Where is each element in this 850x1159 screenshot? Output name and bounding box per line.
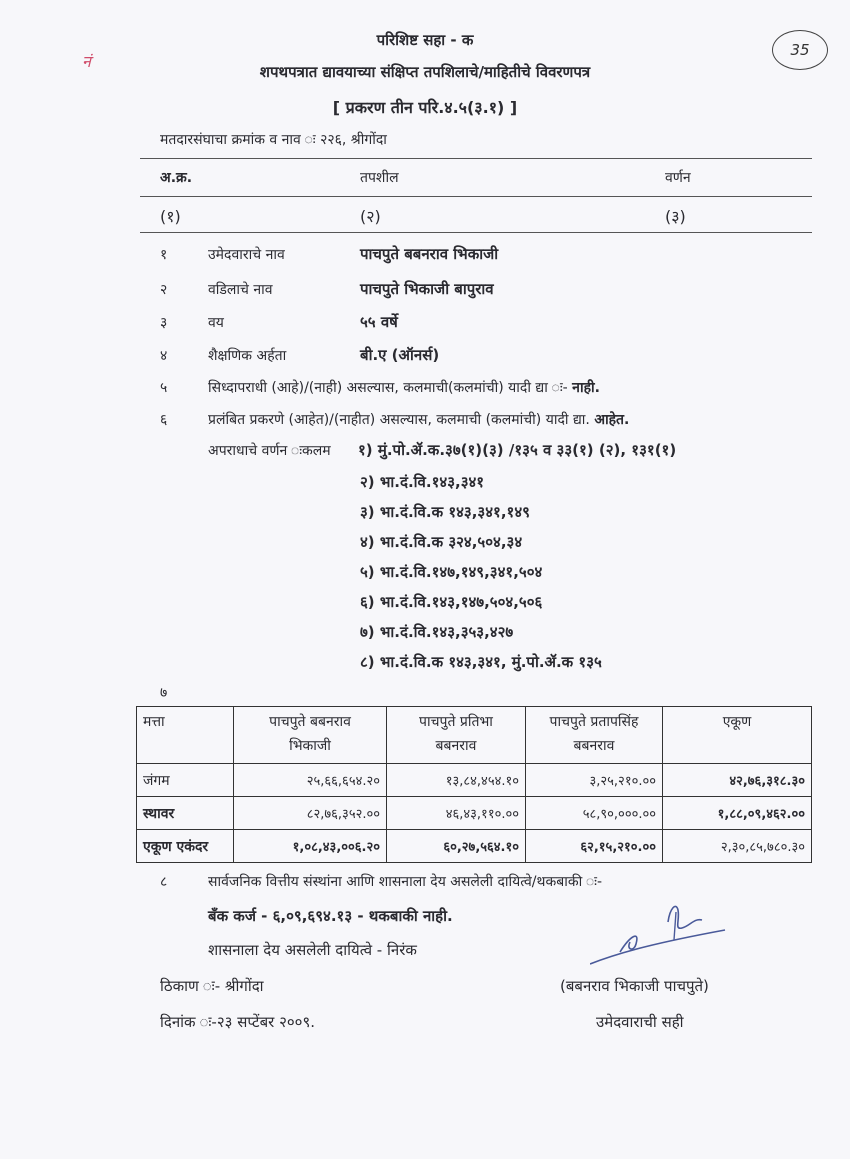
offence-item: ५) भा.दं.वि.१४७,१४९,३४१,५०४ bbox=[360, 563, 543, 581]
place-line: ठिकाण ः- श्रीगोंदा bbox=[160, 977, 264, 995]
assets-total-cell: ४२,७६,३१८.३० bbox=[663, 764, 812, 797]
row-sr: ५ bbox=[160, 380, 168, 396]
assets-cell: ४६,४३,११०.०० bbox=[387, 797, 526, 830]
assets-row-immovable bbox=[137, 797, 812, 830]
govt-dues-line: शासनाला देय असलेली दायित्वे - निरंक bbox=[208, 941, 417, 959]
header-rule-mid bbox=[140, 196, 812, 197]
row-label: उमेदवाराचे नाव bbox=[208, 247, 285, 263]
offence-item: ३) भा.दं.वि.क १४३,३४१,१४९ bbox=[360, 503, 530, 521]
date-line: दिनांक ः-२३ सप्टेंबर २००९. bbox=[160, 1013, 316, 1031]
col-header-desc: वर्णन bbox=[665, 170, 691, 186]
signatory-name: (बबनराव भिकाजी पाचपुते) bbox=[560, 977, 709, 995]
liabilities-heading: सार्वजनिक वित्तीय संस्थांना आणि शासनाला देय असलेली दायित्वे/थकबाकी ः- bbox=[208, 874, 603, 890]
offence-item: ४) भा.दं.वि.क ३२४,५०४,३४ bbox=[360, 533, 523, 551]
convictions-question bbox=[208, 378, 600, 397]
assets-header-row bbox=[137, 707, 812, 764]
document-subtitle: शपथपत्रात द्यावयाच्या संक्षिप्त तपशिलाचे/माहितीचे विवरणपत्र bbox=[259, 63, 591, 81]
row-sr: ८ bbox=[160, 874, 168, 890]
assets-header-cell: पाचपुते प्रतापसिंह बबनराव bbox=[526, 707, 663, 764]
col-num-2: (२) bbox=[360, 207, 381, 226]
constituency-line: मतदारसंघाचा क्रमांक व नाव ः २२६, श्रीगोंदा bbox=[160, 132, 387, 148]
offence-item: २) भा.दं.वि.१४३,३४१ bbox=[360, 473, 485, 491]
margin-mark: नं bbox=[82, 52, 91, 71]
header-rule-bottom bbox=[140, 232, 812, 233]
row-label: वय bbox=[208, 315, 224, 331]
assets-cell: ८२,७६,३५२.०० bbox=[234, 797, 387, 830]
row-sr: ६ bbox=[160, 412, 168, 428]
row-label: शैक्षणिक अर्हता bbox=[208, 348, 287, 364]
offence-item: ७) भा.दं.वि.१४३,३५३,४२७ bbox=[360, 623, 514, 641]
father-name: पाचपुते भिकाजी बापुराव bbox=[360, 280, 494, 298]
assets-header-cell: एकूण bbox=[663, 707, 812, 764]
document-reference: [ प्रकरण तीन परि.४.५(३.१) ] bbox=[332, 98, 518, 117]
col-num-1: (१) bbox=[160, 207, 181, 226]
row-sr: २ bbox=[160, 282, 168, 298]
assets-table bbox=[136, 706, 812, 863]
assets-total-cell: २,३०,८५,७८०.३० bbox=[663, 830, 812, 863]
offence-item: ८) भा.दं.वि.क १४३,३४१, मुं.पो.ॲ.क १३५ bbox=[360, 653, 602, 671]
assets-cell: ३,२५,२१०.०० bbox=[526, 764, 663, 797]
page-number-circle: 35 bbox=[772, 30, 828, 70]
convictions-text: सिध्दापराधी (आहे)/(नाही) असल्यास, कलमाची(कलमांची) यादी द्या ः- bbox=[208, 380, 568, 396]
col-header-detail: तपशील bbox=[360, 170, 399, 186]
offence-item: ६) भा.दं.वि.१४३,१४७,५०४,५०६ bbox=[360, 593, 543, 611]
assets-row-label: स्थावर bbox=[137, 797, 234, 830]
assets-row-movable bbox=[137, 764, 812, 797]
assets-header-cell: मत्ता bbox=[137, 707, 234, 764]
document-title: परिशिष्ट सहा - क bbox=[376, 31, 474, 49]
row-sr: ३ bbox=[160, 315, 168, 331]
header-rule-top bbox=[140, 158, 812, 159]
assets-header-cell: पाचपुते बबनराव भिकाजी bbox=[234, 707, 387, 764]
assets-header-cell: पाचपुते प्रतिभा बबनराव bbox=[387, 707, 526, 764]
assets-row-label: जंगम bbox=[137, 764, 234, 797]
pending-cases-text: प्रलंबित प्रकरणे (आहेत)/(नाहीत) असल्यास, कलमाची (कलमांची) यादी द्या. bbox=[208, 412, 590, 428]
assets-cell: १३,८४,४५४.१० bbox=[387, 764, 526, 797]
row-sr: ४ bbox=[160, 348, 168, 364]
assets-total-cell: १,८८,०९,४६२.०० bbox=[663, 797, 812, 830]
offence-item: १) मुं.पो.ॲ.क.३७(१)(३) /१३५ व ३३(१) (२), १३१(१) bbox=[358, 441, 677, 459]
signature-scribble bbox=[590, 900, 730, 976]
education: बी.ए (ऑनर्स) bbox=[360, 346, 440, 364]
pending-cases-answer: आहेत. bbox=[594, 412, 630, 428]
row-sr: ७ bbox=[160, 685, 168, 701]
assets-cell: १,०८,४३,००६.२० bbox=[234, 830, 387, 863]
row-label: वडिलाचे नाव bbox=[208, 282, 273, 298]
assets-cell: ६२,१५,२१०.०० bbox=[526, 830, 663, 863]
candidate-age: ५५ वर्षे bbox=[360, 313, 398, 331]
assets-row-grand-total bbox=[137, 830, 812, 863]
assets-cell: ५८,९०,०००.०० bbox=[526, 797, 663, 830]
candidate-name: पाचपुते बबनराव भिकाजी bbox=[360, 245, 499, 263]
col-num-3: (३) bbox=[665, 207, 686, 226]
col-header-sr: अ.क्र. bbox=[160, 170, 193, 186]
signature-label: उमेदवाराची सही bbox=[596, 1013, 684, 1031]
bank-loan-line: बँक कर्ज - ६,०९,६९४.१३ - थकबाकी नाही. bbox=[208, 907, 453, 925]
assets-cell: २५,६६,६५४.२० bbox=[234, 764, 387, 797]
pending-cases-question bbox=[208, 410, 629, 429]
row-sr: १ bbox=[160, 247, 168, 263]
assets-row-label: एकूण एकंदर bbox=[137, 830, 234, 863]
convictions-answer: नाही. bbox=[572, 380, 600, 396]
offence-label: अपराधाचे वर्णन ःकलम bbox=[208, 443, 331, 459]
assets-cell: ६०,२७,५६४.१० bbox=[387, 830, 526, 863]
